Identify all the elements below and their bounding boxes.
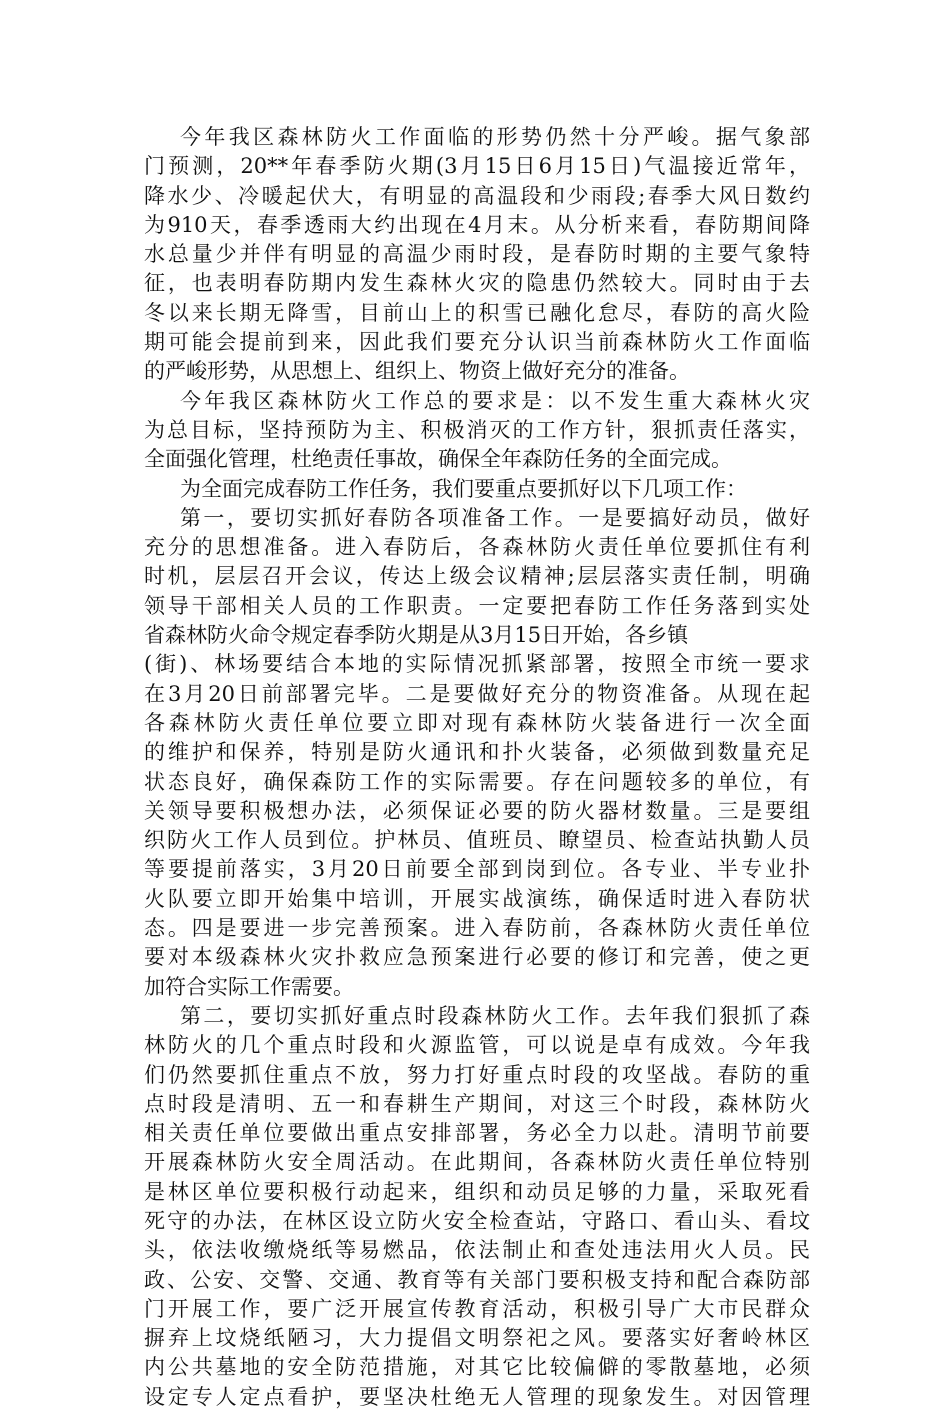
text-line: 态。四是要进一步完善预案。进入春防前，各森林防火责任单位 xyxy=(144,916,810,941)
text-line: 要对本级森林火灾扑救应急预案进行必要的修订和完善，使之更 xyxy=(144,945,810,970)
text-line: 各森林防火责任单位要立即对现有森林防火装备进行一次全面 xyxy=(144,710,810,735)
text-line: 点时段是清明、五一和春耕生产期间，对这三个时段，森林防火 xyxy=(144,1091,810,1116)
text-line: 期可能会提前到来，因此我们要充分认识当前森林防火工作面临 xyxy=(144,330,810,355)
text-line: 加符合实际工作需要。 xyxy=(144,974,354,999)
text-line: 们仍然要抓住重点不放，努力打好重点时段的攻坚战。春防的重 xyxy=(144,1062,810,1087)
text-line: 林防火的几个重点时段和火源监管，可以说是卓有成效。今年我 xyxy=(144,1033,810,1058)
text-line: 今年我区森林防火工作总的要求是：以不发生重大森林火灾 xyxy=(180,388,810,413)
text-line: 第二，要切实抓好重点时段森林防火工作。去年我们狠抓了森 xyxy=(180,1003,810,1028)
text-line: 时机，层层召开会议，传达上级会议精神;层层落实责任制，明确 xyxy=(144,564,810,589)
text-line: 的严峻形势，从思想上、组织上、物资上做好充分的准备。 xyxy=(144,359,690,384)
text-line: 相关责任单位要做出重点安排部署，务必全力以赴。清明节前要 xyxy=(144,1121,810,1146)
text-line: 全面强化管理，杜绝责任事故，确保全年森防任务的全面完成。 xyxy=(144,447,732,472)
text-line: 开展森林防火安全周活动。在此期间，各森林防火责任单位特别 xyxy=(144,1150,810,1175)
text-line: 摒弃上坟烧纸陋习，大力提倡文明祭祀之风。要落实好奢岭林区 xyxy=(144,1326,810,1351)
text-line: 死守的办法，在林区设立防火安全检查站，守路口、看山头、看坟 xyxy=(144,1208,810,1233)
text-line: 等要提前落实，3月20日前要全部到岗到位。各专业、半专业扑 xyxy=(144,857,810,882)
text-line: 第一，要切实抓好春防各项准备工作。一是要搞好动员，做好 xyxy=(180,505,810,530)
text-line: 状态良好，确保森防工作的实际需要。存在问题较多的单位，有 xyxy=(144,769,810,794)
text-line: 的维护和保养，特别是防火通讯和扑火装备，必须做到数量充足 xyxy=(144,740,810,765)
text-line: 充分的思想准备。进入春防后，各森林防火责任单位要抓住有利 xyxy=(144,535,810,560)
text-line: 关领导要积极想办法，必须保证必要的防火器材数量。三是要组 xyxy=(144,798,810,823)
text-line: 内公共墓地的安全防范措施，对其它比较偏僻的零散墓地，必须 xyxy=(144,1355,810,1380)
text-line: 在3月20日前部署完毕。二是要做好充分的物资准备。从现在起 xyxy=(144,681,810,706)
text-line: 水总量少并伴有明显的高温少雨时段，是春防时期的主要气象特 xyxy=(144,242,810,267)
text-line: 冬以来长期无降雪，目前山上的积雪已融化怠尽，春防的高火险 xyxy=(144,300,810,325)
text-line: 火队要立即开始集中培训，开展实战演练，确保适时进入春防状 xyxy=(144,886,810,911)
text-line: 头，依法收缴烧纸等易燃品，依法制止和查处违法用火人员。民 xyxy=(144,1238,810,1263)
text-line: 为全面完成春防工作任务，我们要重点要抓好以下几项工作： xyxy=(180,476,747,501)
text-line: 设定专人定点看护，要坚决杜绝无人管理的现象发生。对因管理 xyxy=(144,1384,810,1409)
text-line: 今年我区森林防火工作面临的形势仍然十分严峻。据气象部 xyxy=(180,125,810,149)
text-line: (街)、林场要结合本地的实际情况抓紧部署，按照全市统一要求 xyxy=(144,652,810,677)
text-line: 省森林防火命令规定春季防火期是从3月15日开始，各乡镇 xyxy=(144,623,689,648)
text-line: 降水少、冷暖起伏大，有明显的高温段和少雨段;春季大风日数约 xyxy=(144,183,810,208)
text-line: 为910天，春季透雨大约出现在4月末。从分析来看，春防期间降 xyxy=(144,212,810,237)
text-line: 政、公安、交警、交通、教育等有关部门要积极支持和配合森防部 xyxy=(144,1267,810,1292)
text-line: 是林区单位要积极行动起来，组织和动员足够的力量，采取死看 xyxy=(144,1179,810,1204)
text-line: 为总目标，坚持预防为主、积极消灭的工作方针，狠抓责任落实， xyxy=(144,417,810,442)
text-line: 织防火工作人员到位。护林员、值班员、瞭望员、检查站执勤人员 xyxy=(144,828,810,853)
text-line: 领导干部相关人员的工作职责。一定要把春防工作任务落到实处 xyxy=(144,593,810,618)
document-body xyxy=(144,123,810,1412)
text-line: 门开展工作，要广泛开展宣传教育活动，积极引导广大市民群众 xyxy=(144,1296,810,1321)
text-line: 门预测，20**年春季防火期(3月15日6月15日)气温接近常年， xyxy=(144,154,810,179)
text-line: 征，也表明春防期内发生森林火灾的隐患仍然较大。同时由于去 xyxy=(144,271,810,296)
